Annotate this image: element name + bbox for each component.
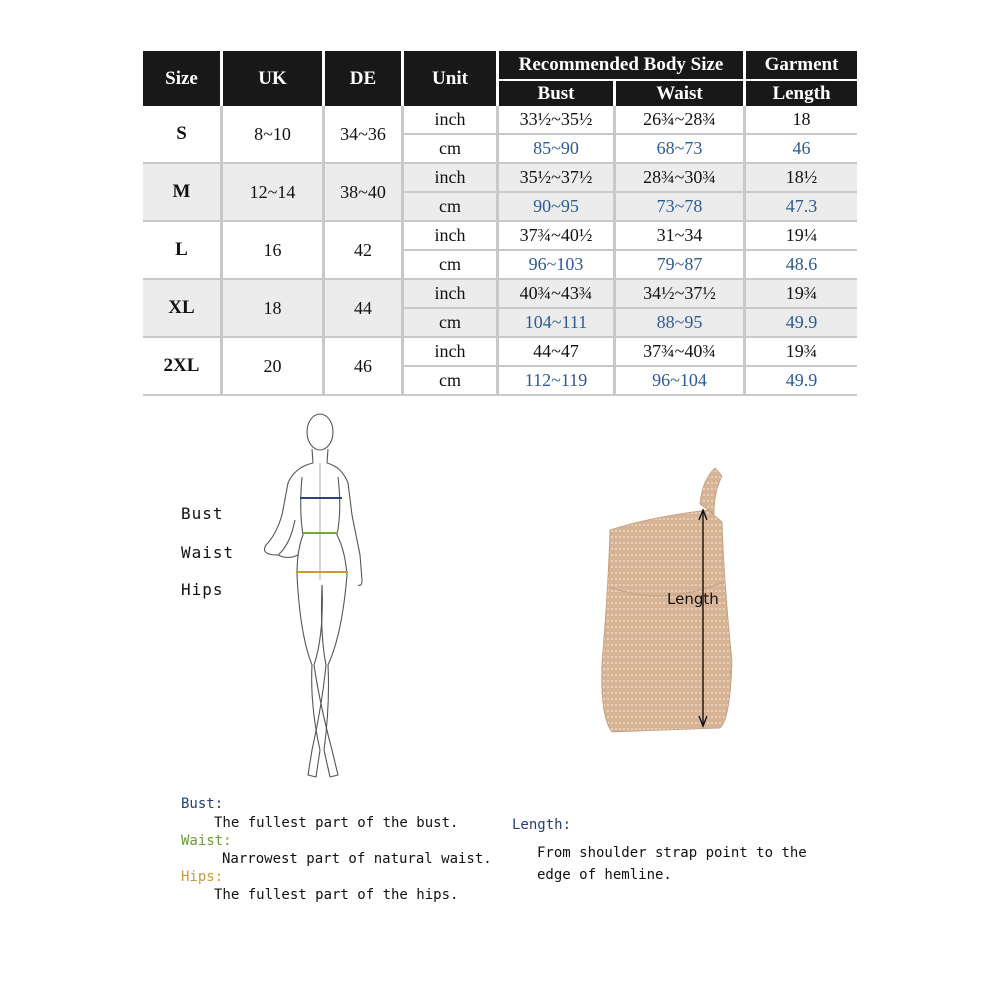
unit-cell: cm	[404, 135, 499, 164]
waist-cell: 88~95	[616, 309, 746, 338]
desc-length-text-1: From shoulder strap point to the	[537, 845, 807, 861]
garment-length-label: Length	[667, 590, 719, 608]
unit-cell: cm	[404, 193, 499, 222]
desc-hips-text: The fullest part of the hips.	[214, 887, 459, 903]
unit-cell: inch	[404, 222, 499, 251]
desc-waist-title: Waist:	[181, 833, 232, 849]
bust-cell: 96~103	[499, 251, 616, 280]
table-row	[143, 106, 857, 135]
size-cell: S	[143, 106, 223, 164]
uk-cell: 20	[223, 338, 325, 396]
de-cell: 46	[325, 338, 404, 396]
header-unit: Unit	[404, 51, 499, 106]
uk-cell: 8~10	[223, 106, 325, 164]
header-uk: UK	[223, 51, 325, 106]
length-cell: 19¾	[746, 280, 857, 309]
waist-cell: 34½~37½	[616, 280, 746, 309]
figure-head	[307, 414, 333, 450]
desc-bust-title: Bust:	[181, 796, 224, 812]
de-cell: 38~40	[325, 164, 404, 222]
size-cell: XL	[143, 280, 223, 338]
size-table-body	[143, 106, 857, 396]
length-cell: 49.9	[746, 367, 857, 396]
uk-cell: 16	[223, 222, 325, 280]
waist-cell: 37¾~40¾	[616, 338, 746, 367]
length-cell: 48.6	[746, 251, 857, 280]
body-measurement-figure	[250, 405, 380, 785]
unit-cell: inch	[404, 280, 499, 309]
header-waist: Waist	[616, 79, 746, 106]
bust-cell: 37¾~40½	[499, 222, 616, 251]
waist-cell: 73~78	[616, 193, 746, 222]
waist-cell: 96~104	[616, 367, 746, 396]
figure-label-hips: Hips	[181, 580, 224, 599]
length-cell: 18½	[746, 164, 857, 193]
de-cell: 44	[325, 280, 404, 338]
table-row	[143, 280, 857, 309]
garment-strap	[700, 468, 722, 514]
desc-bust-text: The fullest part of the bust.	[214, 815, 459, 831]
garment-body	[602, 510, 732, 732]
desc-length-text-2: edge of hemline.	[537, 867, 672, 883]
bust-cell: 44~47	[499, 338, 616, 367]
unit-cell: inch	[404, 338, 499, 367]
uk-cell: 12~14	[223, 164, 325, 222]
table-row	[143, 222, 857, 251]
uk-cell: 18	[223, 280, 325, 338]
header-recommended-body-size: Recommended Body Size	[499, 51, 746, 79]
header-size: Size	[143, 51, 223, 106]
bust-cell: 112~119	[499, 367, 616, 396]
length-cell: 49.9	[746, 309, 857, 338]
bust-cell: 104~111	[499, 309, 616, 338]
size-cell: 2XL	[143, 338, 223, 396]
table-row	[143, 164, 857, 193]
unit-cell: cm	[404, 367, 499, 396]
length-cell: 47.3	[746, 193, 857, 222]
unit-cell: cm	[404, 309, 499, 338]
length-cell: 18	[746, 106, 857, 135]
header-bust: Bust	[499, 79, 616, 106]
waist-cell: 26¾~28¾	[616, 106, 746, 135]
unit-cell: inch	[404, 106, 499, 135]
figure-label-waist: Waist	[181, 543, 235, 562]
unit-cell: inch	[404, 164, 499, 193]
header-garment: Garment	[746, 51, 857, 79]
desc-waist-text: Narrowest part of natural waist.	[222, 851, 492, 867]
table-row	[143, 338, 857, 367]
header-length: Length	[746, 79, 857, 106]
size-cell: M	[143, 164, 223, 222]
length-cell: 19¾	[746, 338, 857, 367]
bust-cell: 90~95	[499, 193, 616, 222]
desc-hips-title: Hips:	[181, 869, 224, 885]
bust-cell: 35½~37½	[499, 164, 616, 193]
waist-cell: 28¾~30¾	[616, 164, 746, 193]
de-cell: 34~36	[325, 106, 404, 164]
desc-length-title: Length:	[512, 817, 572, 833]
size-chart-table	[143, 51, 857, 396]
waist-cell: 31~34	[616, 222, 746, 251]
de-cell: 42	[325, 222, 404, 280]
figure-label-bust: Bust	[181, 504, 224, 523]
length-cell: 19¼	[746, 222, 857, 251]
waist-cell: 68~73	[616, 135, 746, 164]
bust-cell: 85~90	[499, 135, 616, 164]
header-de: DE	[325, 51, 404, 106]
waist-cell: 79~87	[616, 251, 746, 280]
unit-cell: cm	[404, 251, 499, 280]
size-cell: L	[143, 222, 223, 280]
bust-cell: 33½~35½	[499, 106, 616, 135]
length-cell: 46	[746, 135, 857, 164]
bust-cell: 40¾~43¾	[499, 280, 616, 309]
